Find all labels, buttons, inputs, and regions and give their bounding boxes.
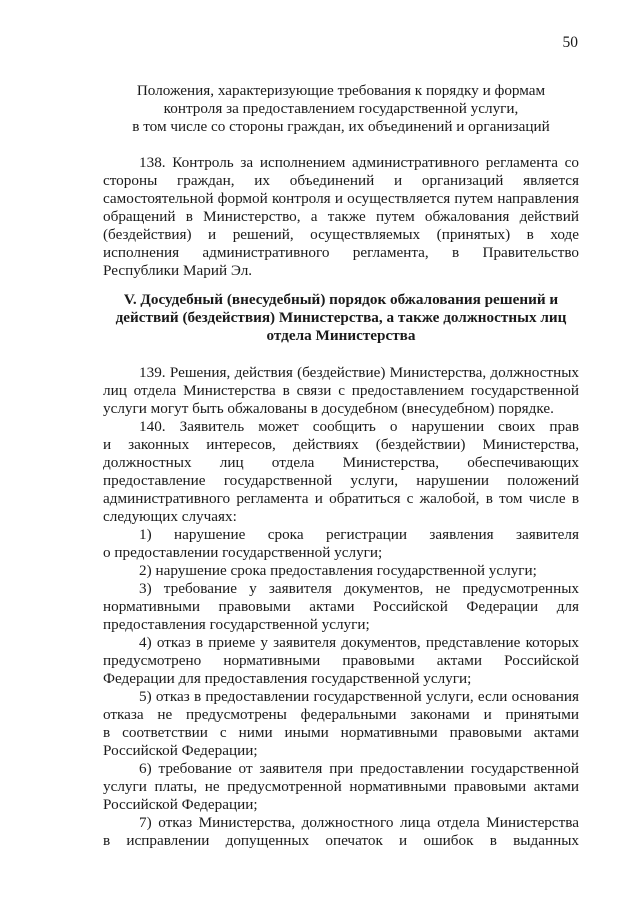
text-line: Республики Марий Эл. [103,262,253,279]
text-line: административного регламента и обратиться с жалобой, в том числе в [103,490,579,507]
list-item-6 [103,760,579,814]
heading-line: контроля за предоставлением государственной услуги, [163,100,519,117]
list-item-4 [103,634,579,688]
text-line: услуги платы, не предусмотренной нормативными правовыми актами [103,778,579,795]
text-line: нормативными правовыми актами Российской Федерации для [103,598,579,615]
text-line: 140. Заявитель может сообщить о нарушении своих прав [139,418,579,435]
text-line: исполнения административного регламента, в Правительство [103,244,579,261]
text-line: (бездействия) и решений, осуществляемых (принятых) в ходе [103,226,579,243]
text-line: в исправлении допущенных опечаток и ошибок в выданных [103,832,579,849]
text-line: 6) требование от заявителя при предоставлении государственной [139,760,579,777]
text-line: отказа не предусмотрены федеральными законами и принятыми [103,706,579,723]
text-line: предоставление государственной услуги, нарушении положений [103,472,579,489]
text-line: лиц отдела Министерства в связи с предоставлением государственной [103,382,579,399]
heading-line: V. Досудебный (внесудебный) порядок обжалования решений и [123,291,559,308]
text-line: 138. Контроль за исполнением административного регламента со [139,154,579,171]
heading-line: действий (бездействия) Министерства, а также должностных лиц [115,309,567,326]
text-line: 3) требование у заявителя документов, не предусмотренных [139,580,579,597]
text-line: Российской Федерации; [103,796,258,813]
heading-line: Положения, характеризующие требования к порядку и формам [136,82,546,99]
text-line: 139. Решения, действия (бездействие) Министерства, должностных [139,364,579,381]
list-item-5 [103,688,579,760]
list-item-3 [103,580,579,634]
paragraph-138 [103,154,579,280]
text-line: в соответствии с ними иными нормативными правовыми актами [103,724,579,741]
section-heading [103,82,579,136]
text-line: стороны граждан, их объединений и организаций является [103,172,579,189]
text-line: 7) отказ Министерства, должностного лица отдела Министерства [139,814,579,831]
text-line: 2) нарушение срока предоставления государственной услуги; [139,562,537,579]
page-number: 50 [562,34,578,51]
text-line: предусмотрено нормативными правовыми актами Российской [103,652,579,669]
paragraph-139 [103,364,579,418]
heading-line: в том числе со стороны граждан, их объединений и организаций [132,118,550,135]
text-line: услуги могут быть обжалованы в досудебном (внесудебном) порядке. [103,400,554,417]
text-line: и законных интересов, действиях (бездействии) Министерства, [103,436,579,453]
chapter-heading [103,291,579,345]
list-item-7 [103,814,579,850]
text-line: 4) отказ в приеме у заявителя документов, представление которых [139,634,579,651]
list-item-2 [103,562,579,580]
heading-line: отдела Министерства [266,327,416,344]
text-line: предоставления государственной услуги; [103,616,370,633]
text-line: 1) нарушение срока регистрации заявления заявителя [139,526,579,543]
list-item-1 [103,526,579,562]
text-line: должностных лиц отдела Министерства, обеспечивающих [103,454,579,471]
text-line: следующих случаях: [103,508,237,525]
paragraph-140 [103,418,579,526]
text-line: о предоставлении государственной услуги; [103,544,383,561]
text-line: самостоятельной формой контроля и осуществляется путем направления [103,190,579,207]
text-line: 5) отказ в предоставлении государственной услуги, если основания [139,688,579,705]
text-line: Российской Федерации; [103,742,258,759]
text-line: обращений в Министерство, а также путем обжалования действий [103,208,579,225]
text-line: Федерации для предоставления государственной услуги; [103,670,472,687]
